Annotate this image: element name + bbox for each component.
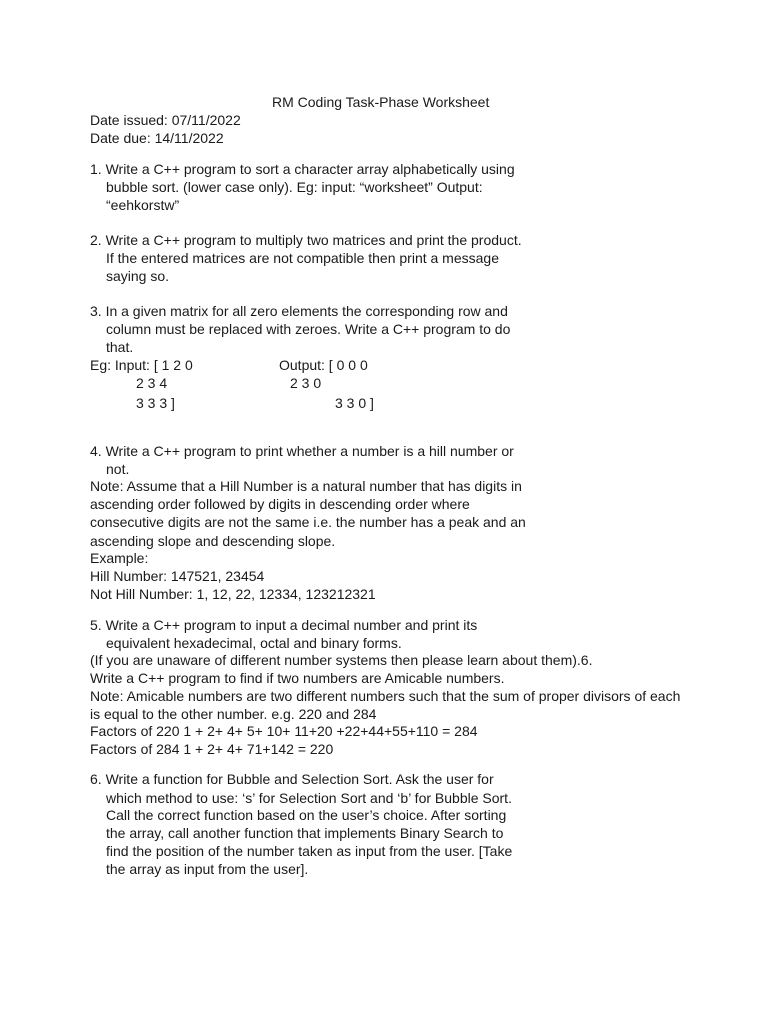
question-6-line-5: find the position of the number taken as input from the user. [Take xyxy=(106,843,513,859)
question-6-line-6: the array as input from the user]. xyxy=(106,861,309,877)
question-6-line-3: Call the correct function based on the user’s choice. After sorting xyxy=(106,807,507,823)
question-5-line-4: Write a C++ program to find if two numbers are Amicable numbers. xyxy=(90,670,505,686)
question-4-note-3: consecutive digits are not the same i.e. the number has a peak and an xyxy=(90,514,526,530)
question-4-note-1: Note: Assume that a Hill Number is a natural number that has digits in xyxy=(90,478,522,494)
question-3-line-2: column must be replaced with zeroes. Write a C++ program to do xyxy=(106,321,511,337)
date-due: Date due: 14/11/2022 xyxy=(90,130,224,146)
question-6-line-2: which method to use: ‘s’ for Selection Sort and ‘b’ for Bubble Sort. xyxy=(106,790,512,806)
question-5-line-5: Note: Amicable numbers are two different numbers such that the sum of proper divisors of each xyxy=(90,688,681,704)
question-5-line-1: 5. Write a C++ program to input a decimal number and print its xyxy=(90,617,478,633)
question-2-line-3: saying so. xyxy=(106,268,170,284)
question-4-example-label: Example: xyxy=(90,550,149,566)
question-5-line-7: Factors of 220 1 + 2+ 4+ 5+ 10+ 11+20 +22+44+55+110 = 284 xyxy=(90,723,478,739)
question-1-line-2: bubble sort. (lower case only). Eg: input: “worksheet” Output: xyxy=(106,179,483,195)
question-2-line-1: 2. Write a C++ program to multiply two matrices and print the product. xyxy=(90,232,522,248)
page-title: RM Coding Task-Phase Worksheet xyxy=(272,94,490,110)
question-5-line-8: Factors of 284 1 + 2+ 4+ 71+142 = 220 xyxy=(90,741,334,757)
example-output-row-1: Output: [ 0 0 0 xyxy=(279,357,368,373)
question-6-line-1: 6. Write a function for Bubble and Selection Sort. Ask the user for xyxy=(90,771,494,787)
date-issued: Date issued: 07/11/2022 xyxy=(90,112,241,128)
example-input-row-3: 3 3 3 ] xyxy=(136,395,175,411)
question-4-hill-numbers: Hill Number: 147521, 23454 xyxy=(90,568,265,584)
question-5-line-6: is equal to the other number. e.g. 220 and 284 xyxy=(90,706,377,722)
question-1-line-1: 1. Write a C++ program to sort a character array alphabetically using xyxy=(90,161,515,177)
question-3-line-3: that. xyxy=(106,339,134,355)
question-4-line-1: 4. Write a C++ program to print whether a number is a hill number or xyxy=(90,443,514,459)
example-output-row-2: 2 3 0 xyxy=(290,375,322,391)
example-input-row-1: Eg: Input: [ 1 2 0 xyxy=(90,357,193,373)
question-4-line-2: not. xyxy=(106,461,130,477)
question-5-line-3: (If you are unaware of different number systems then please learn about them).6. xyxy=(90,652,593,668)
question-1-line-3: “eehkorstw” xyxy=(106,197,180,213)
question-5-line-2: equivalent hexadecimal, octal and binary forms. xyxy=(106,635,402,651)
question-2-line-2: If the entered matrices are not compatible then print a message xyxy=(106,250,499,266)
example-input-row-2: 2 3 4 xyxy=(136,375,168,391)
question-4-note-2: ascending order followed by digits in descending order where xyxy=(90,496,470,512)
question-4-not-hill-numbers: Not Hill Number: 1, 12, 22, 12334, 123212321 xyxy=(90,586,376,602)
example-output-row-3: 3 3 0 ] xyxy=(335,395,374,411)
question-4-note-4: ascending slope and descending slope. xyxy=(90,533,336,549)
question-3-line-1: 3. In a given matrix for all zero elements the corresponding row and xyxy=(90,303,508,319)
question-6-line-4: the array, call another function that implements Binary Search to xyxy=(106,825,504,841)
